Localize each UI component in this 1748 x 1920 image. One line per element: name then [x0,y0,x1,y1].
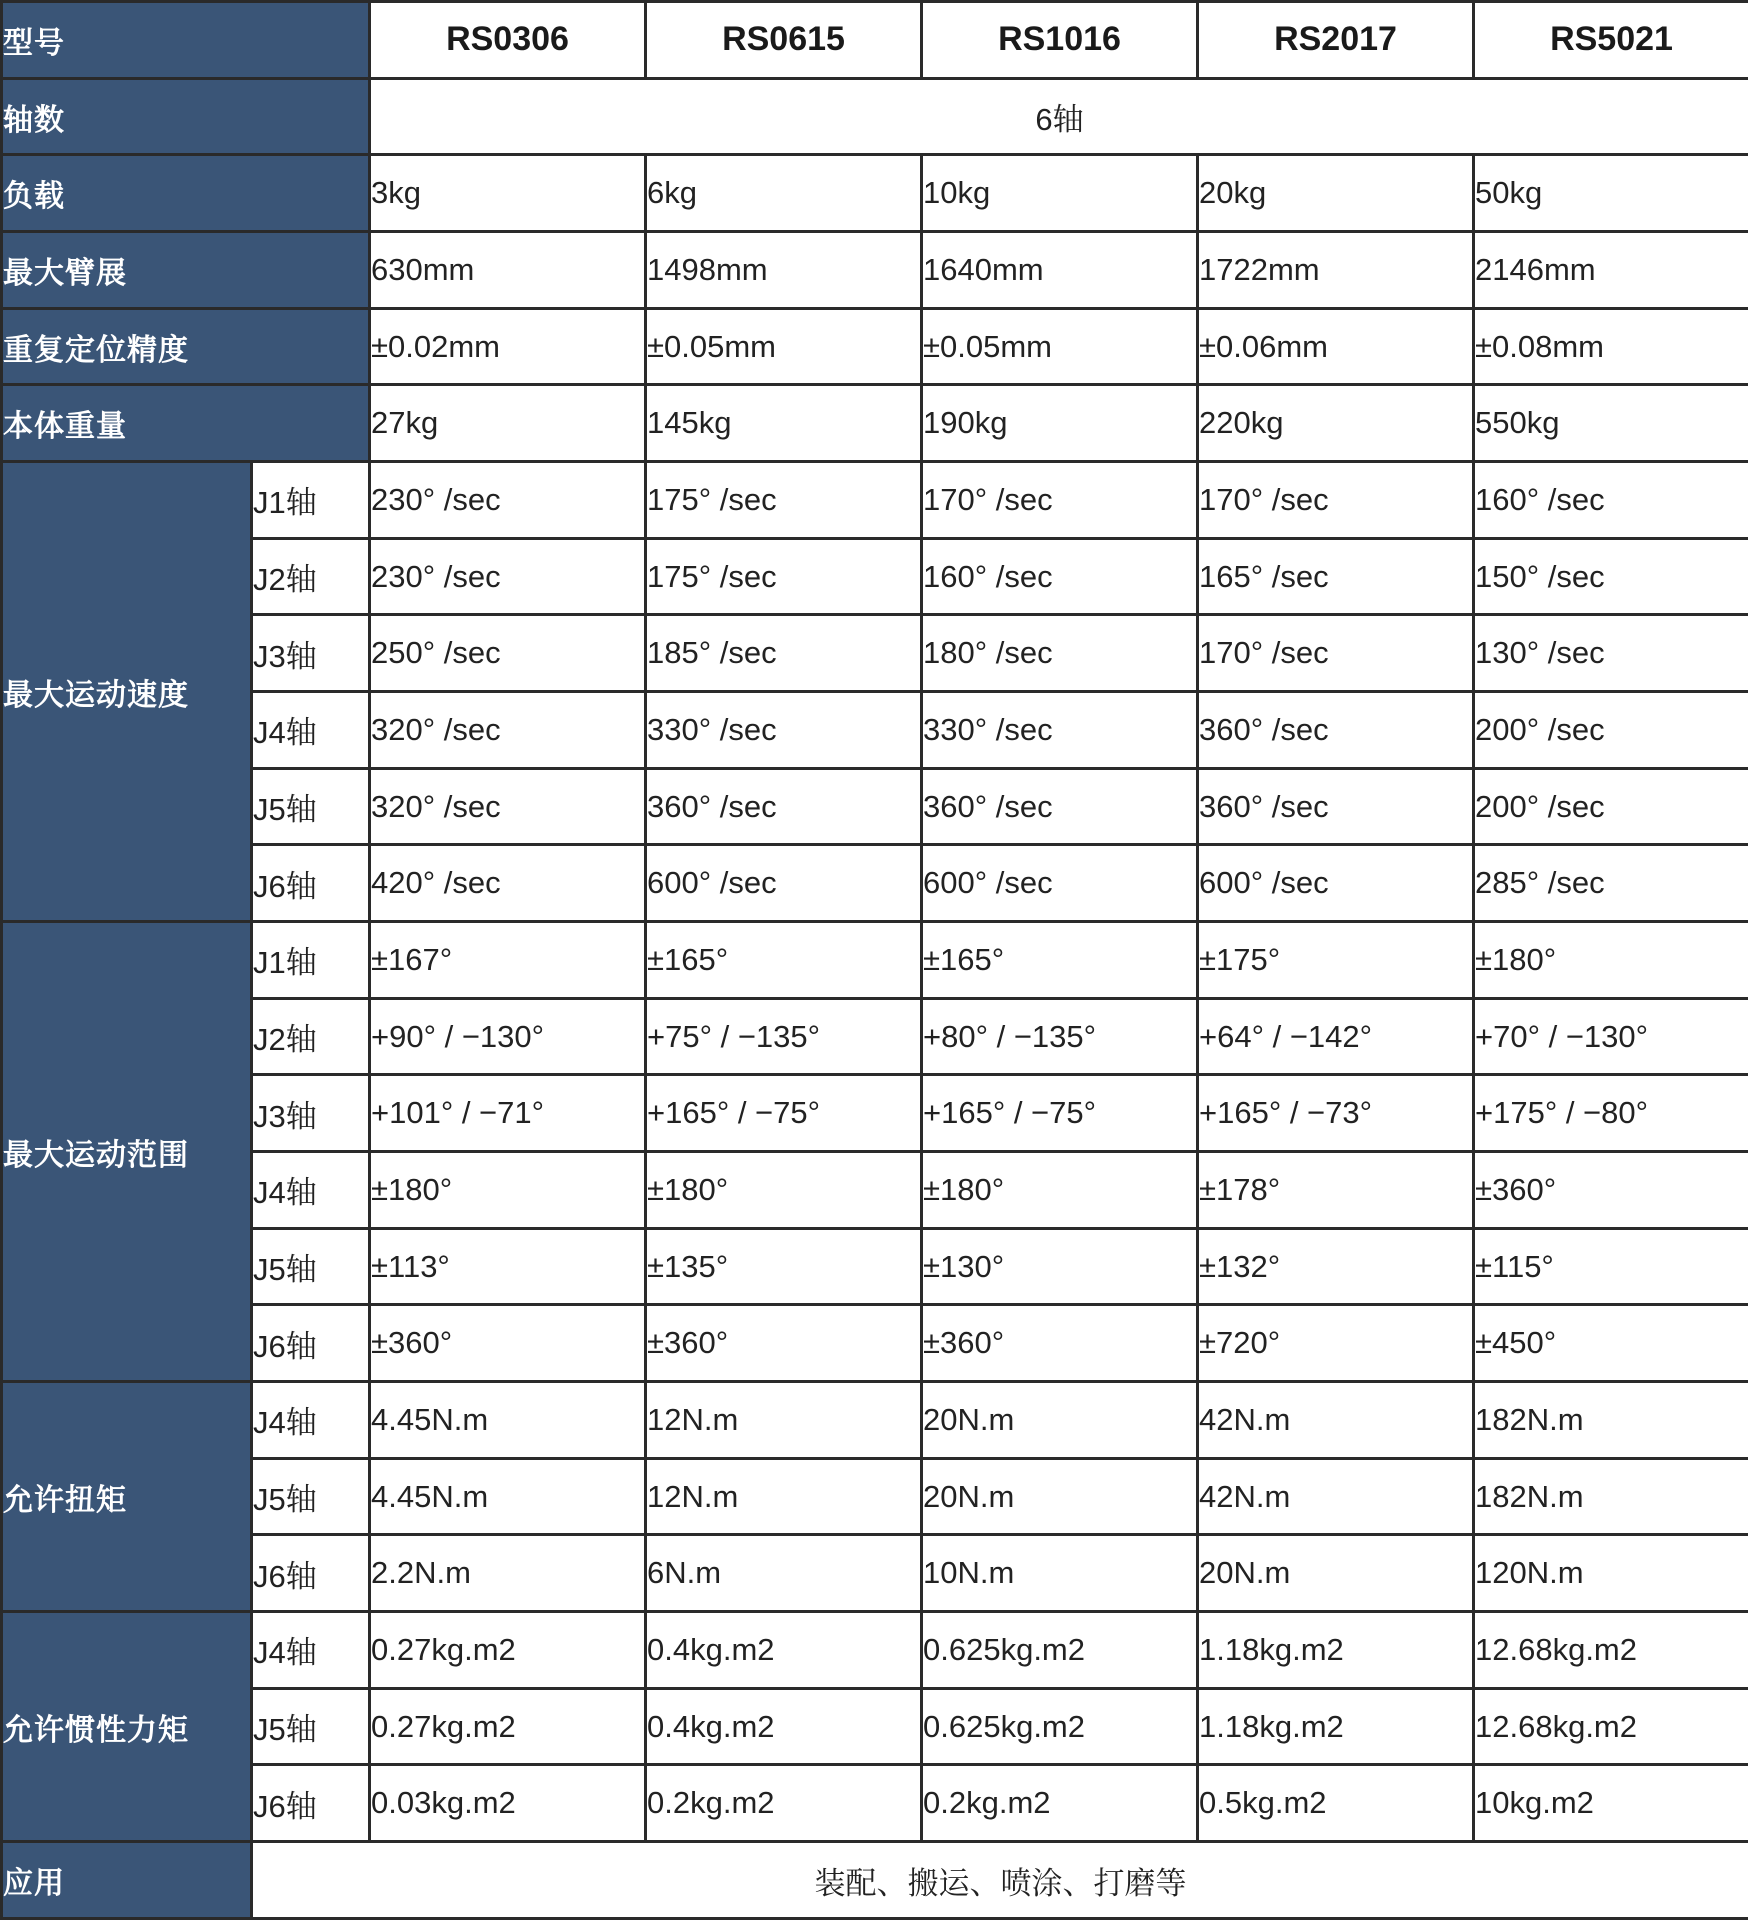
cell-value: 360° /sec [646,768,922,845]
axis-label: J1轴 [252,922,370,999]
cell-value: 120N.m [1474,1535,1748,1612]
cell-value: 1.18kg.m2 [1198,1612,1474,1689]
cell-value: 2.2N.m [370,1535,646,1612]
cell-value: ±0.05mm [646,308,922,385]
model-name: RS0615 [646,2,922,79]
cell-value: 320° /sec [370,692,646,769]
cell-value: 0.27kg.m2 [370,1688,646,1765]
group-label: 允许惯性力矩 [2,1612,252,1842]
cell-value: 0.27kg.m2 [370,1612,646,1689]
cell-value: ±720° [1198,1305,1474,1382]
spec-row [2,385,1748,462]
axis-label: J2轴 [252,538,370,615]
cell-value: ±360° [370,1305,646,1382]
cell-value: ±0.02mm [370,308,646,385]
row-label: 最大臂展 [2,232,370,309]
cell-value: 182N.m [1474,1382,1748,1459]
cell-value: ±115° [1474,1228,1748,1305]
cell-value: 10kg.m2 [1474,1765,1748,1842]
spec-row [2,692,1748,769]
spec-row [2,922,1748,999]
cell-value: 175° /sec [646,538,922,615]
cell-value: 420° /sec [370,845,646,922]
spec-row [2,1305,1748,1382]
group-label: 最大运动速度 [2,462,252,922]
cell-value: ±0.06mm [1198,308,1474,385]
cell-value: 6kg [646,155,922,232]
cell-value: 0.2kg.m2 [646,1765,922,1842]
spec-row [2,1458,1748,1535]
cell-value: 0.4kg.m2 [646,1612,922,1689]
spec-row [2,1075,1748,1152]
cell-value: 600° /sec [1198,845,1474,922]
cell-value: 160° /sec [922,538,1198,615]
cell-value: 320° /sec [370,768,646,845]
cell-value: 10kg [922,155,1198,232]
spec-row [2,768,1748,845]
model-name: RS0306 [370,2,646,79]
cell-value: 360° /sec [1198,768,1474,845]
application-row [2,1842,1748,1919]
row-label: 重复定位精度 [2,308,370,385]
cell-value: +175° / −80° [1474,1075,1748,1152]
cell-value: 0.625kg.m2 [922,1612,1198,1689]
cell-value: ±130° [922,1228,1198,1305]
cell-value: ±360° [646,1305,922,1382]
cell-value: 130° /sec [1474,615,1748,692]
application-label: 应用 [2,1842,252,1919]
cell-value: ±178° [1198,1152,1474,1229]
cell-value: ±132° [1198,1228,1474,1305]
cell-value: 12N.m [646,1382,922,1459]
cell-value: 12.68kg.m2 [1474,1612,1748,1689]
cell-value: 550kg [1474,385,1748,462]
cell-value: 630mm [370,232,646,309]
cell-value: ±360° [922,1305,1198,1382]
axis-label: J6轴 [252,1535,370,1612]
cell-value: 12.68kg.m2 [1474,1688,1748,1765]
cell-value: 0.03kg.m2 [370,1765,646,1842]
cell-value: ±0.08mm [1474,308,1748,385]
cell-value: 1498mm [646,232,922,309]
cell-value: 360° /sec [922,768,1198,845]
cell-value: +80° / −135° [922,998,1198,1075]
cell-value: +101° / −71° [370,1075,646,1152]
cell-value: +90° / −130° [370,998,646,1075]
cell-value: 165° /sec [1198,538,1474,615]
cell-value: 20N.m [1198,1535,1474,1612]
axis-label: J4轴 [252,1382,370,1459]
spec-row [2,308,1748,385]
spec-row [2,232,1748,309]
cell-value: 230° /sec [370,462,646,539]
axis-label: J3轴 [252,1075,370,1152]
cell-value: 0.5kg.m2 [1198,1765,1474,1842]
cell-value: 0.2kg.m2 [922,1765,1198,1842]
cell-value: 3kg [370,155,646,232]
cell-value: 170° /sec [922,462,1198,539]
cell-value: 180° /sec [922,615,1198,692]
cell-value: 4.45N.m [370,1382,646,1459]
spec-row [2,538,1748,615]
cell-value: ±113° [370,1228,646,1305]
cell-value: ±0.05mm [922,308,1198,385]
cell-value: 20kg [1198,155,1474,232]
axis-label: J3轴 [252,615,370,692]
cell-value: 185° /sec [646,615,922,692]
cell-value: 182N.m [1474,1458,1748,1535]
axis-label: J4轴 [252,692,370,769]
spec-row [2,1612,1748,1689]
axis-label: J4轴 [252,1152,370,1229]
cell-value: ±165° [922,922,1198,999]
axis-label: J4轴 [252,1612,370,1689]
cell-value: 145kg [646,385,922,462]
cell-value: 2146mm [1474,232,1748,309]
axis-label: J5轴 [252,1688,370,1765]
cell-value: 1722mm [1198,232,1474,309]
cell-value: 20N.m [922,1382,1198,1459]
spec-row [2,1228,1748,1305]
cell-value: +165° / −75° [922,1075,1198,1152]
model-name: RS5021 [1474,2,1748,79]
row-label: 负载 [2,155,370,232]
group-label: 最大运动范围 [2,922,252,1382]
spec-row [2,998,1748,1075]
spec-row [2,1382,1748,1459]
cell-value: 170° /sec [1198,615,1474,692]
spec-row [2,78,1748,155]
application-value: 装配、搬运、喷涂、打磨等 [252,1842,1748,1919]
model-row [2,2,1748,79]
cell-value: 230° /sec [370,538,646,615]
cell-value: 10N.m [922,1535,1198,1612]
cell-value: 330° /sec [922,692,1198,769]
cell-value: 0.625kg.m2 [922,1688,1198,1765]
cell-value: 360° /sec [1198,692,1474,769]
axis-label: J5轴 [252,1458,370,1535]
group-label: 允许扭矩 [2,1382,252,1612]
cell-value: +70° / −130° [1474,998,1748,1075]
cell-value: 600° /sec [922,845,1198,922]
cell-value: ±360° [1474,1152,1748,1229]
cell-value: ±135° [646,1228,922,1305]
cell-value: 0.4kg.m2 [646,1688,922,1765]
spec-row [2,1152,1748,1229]
axis-label: J6轴 [252,1765,370,1842]
cell-value: 200° /sec [1474,768,1748,845]
cell-value: 250° /sec [370,615,646,692]
axis-label: J1轴 [252,462,370,539]
spec-row [2,615,1748,692]
axis-label: J5轴 [252,768,370,845]
cell-value: ±180° [646,1152,922,1229]
cell-value: 220kg [1198,385,1474,462]
model-name: RS2017 [1198,2,1474,79]
cell-value: 170° /sec [1198,462,1474,539]
model-label: 型号 [2,2,370,79]
cell-value: 190kg [922,385,1198,462]
cell-value: ±180° [1474,922,1748,999]
cell-value: 200° /sec [1474,692,1748,769]
spec-row [2,1688,1748,1765]
cell-value: +165° / −73° [1198,1075,1474,1152]
cell-value: 42N.m [1198,1458,1474,1535]
cell-value: ±450° [1474,1305,1748,1382]
cell-value: 50kg [1474,155,1748,232]
cell-value: 12N.m [646,1458,922,1535]
cell-value: 330° /sec [646,692,922,769]
cell-value: 285° /sec [1474,845,1748,922]
row-label: 本体重量 [2,385,370,462]
cell-value: 600° /sec [646,845,922,922]
row-span-value: 6轴 [370,78,1748,155]
axis-label: J6轴 [252,845,370,922]
cell-value: ±175° [1198,922,1474,999]
cell-value: ±165° [646,922,922,999]
cell-value: 20N.m [922,1458,1198,1535]
spec-row [2,1535,1748,1612]
cell-value: ±167° [370,922,646,999]
model-name: RS1016 [922,2,1198,79]
axis-label: J6轴 [252,1305,370,1382]
cell-value: 175° /sec [646,462,922,539]
cell-value: +64° / −142° [1198,998,1474,1075]
cell-value: 150° /sec [1474,538,1748,615]
spec-row [2,845,1748,922]
cell-value: 160° /sec [1474,462,1748,539]
cell-value: 4.45N.m [370,1458,646,1535]
cell-value: +75° / −135° [646,998,922,1075]
axis-label: J5轴 [252,1228,370,1305]
cell-value: 1.18kg.m2 [1198,1688,1474,1765]
spec-row [2,462,1748,539]
cell-value: 27kg [370,385,646,462]
cell-value: 6N.m [646,1535,922,1612]
axis-label: J2轴 [252,998,370,1075]
cell-value: 42N.m [1198,1382,1474,1459]
cell-value: 1640mm [922,232,1198,309]
cell-value: ±180° [370,1152,646,1229]
spec-row [2,155,1748,232]
cell-value: ±180° [922,1152,1198,1229]
spec-row [2,1765,1748,1842]
cell-value: +165° / −75° [646,1075,922,1152]
row-label: 轴数 [2,78,370,155]
